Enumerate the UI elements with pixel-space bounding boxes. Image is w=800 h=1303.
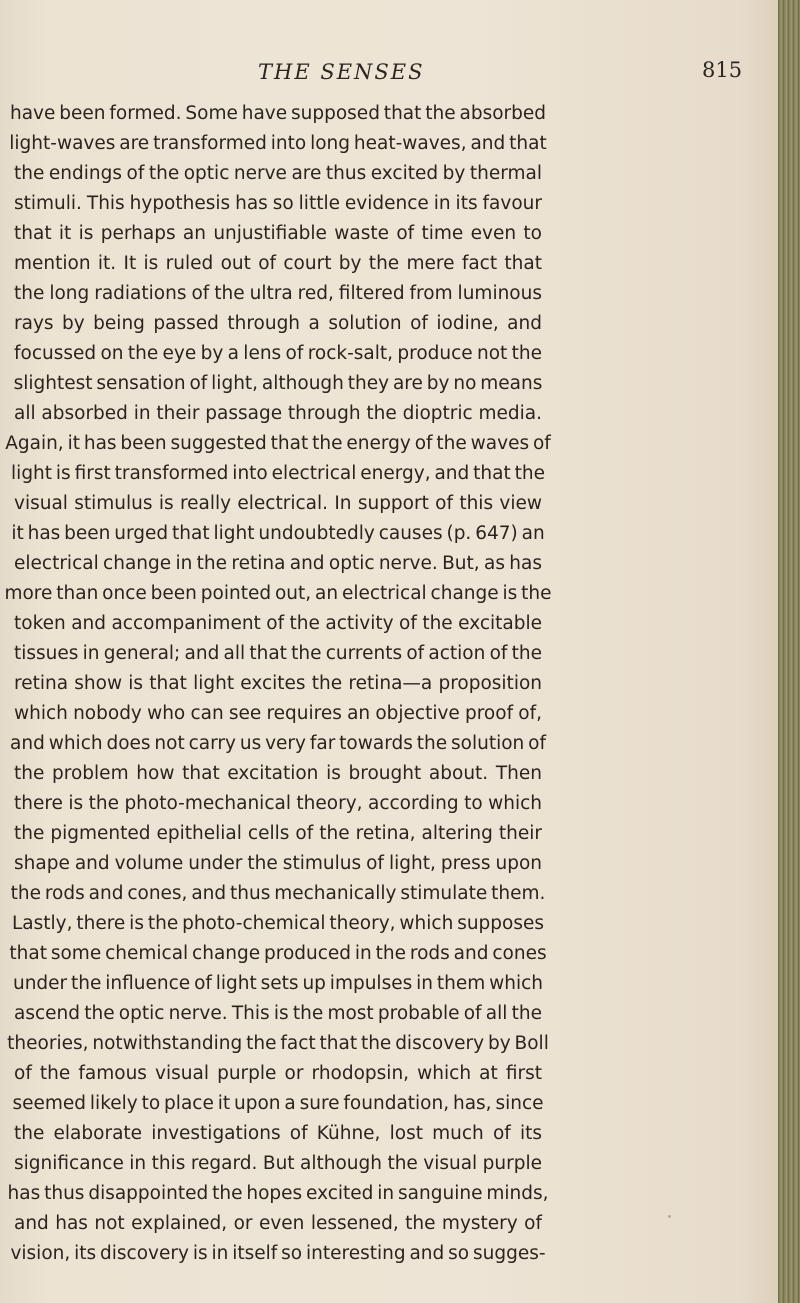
page-number: 815 (702, 58, 743, 82)
page-edge-stack (778, 0, 800, 1303)
running-head: THE SENSES (258, 60, 425, 84)
paper-fleck (668, 1215, 671, 1218)
book-page: THE SENSES 815 have been formed. Some have supposed that the absorbed light-waves are transformed into long heat-waves, and that the endings of the optic nerve are thus excited by thermal stimuli. This hypothesis has so little evidence in its favour that it is perhaps an unjustifiable waste of time even to mention it. It is ruled out of court by the mere fact that the long radiations of the ultra red, filtered from luminous rays by being passed through a solution of iodine, and focussed on the eye by a lens of rock-salt, produce not the slightest sensation of light, although they are by no means all absorbed in their passage through the dioptric media. Again, it has been suggested that the energy of the waves of light is first transformed into electrical energy, and that the visual stimulus is really electrical. In support of this view it has been urged that light undoubtedly causes (p. 647) an electrical change in the retina and optic nerve. But, as has more than once been pointed out, an electrical change is the token and accompaniment of the activity of the excitable tissues in general; and all that the currents of action of the retina show is that light excites the retina—a proposition which nobody who can see requires an objective proof of, and which does not carry us very far towards the solution of the problem how that excitation is brought about. Then there is the photo-mechanical theory, according to which the pigmented epithelial cells of the retina, altering their shape and volume under the stimulus of light, press upon the rods and cones, and thus mechanically stimulate them. Lastly, there is the photo-chemical theory, which supposes that some chemical change produced in the rods and cones under the influence of light sets up impulses in them which ascend the optic nerve. This is the most probable of all the theories, notwithstanding the fact that the discovery by Boll of the famous visual purple or rhodopsin, which at first seemed likely to place it upon a sure foundation, has, since the elaborate investigations of Kühne, lost much of its significance in this regard. But although the visual purple has thus disappointed the hopes excited in sanguine minds, and has not explained, or even lessened, the mystery of vision, its discovery is in itself so interesting and so sugges- (0, 0, 778, 1303)
